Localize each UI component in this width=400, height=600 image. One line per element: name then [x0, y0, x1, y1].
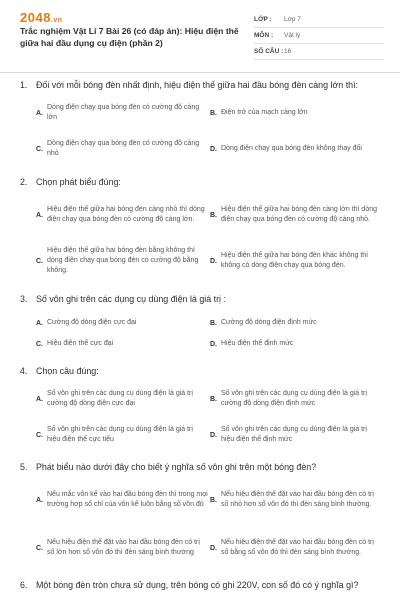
option-a[interactable]: A. Dòng điện chạy qua bóng đèn có cường độ càng lớn [36, 103, 200, 121]
option-d[interactable]: D. Số vôn ghi trên các dụng cụ dùng điện là giá trị hiệu điện thế định mức [210, 425, 367, 443]
option-b[interactable]: B. Cường độ dòng điện định mức [210, 318, 317, 327]
question-text: 5. Phát biểu nào dưới đây cho biết ý nghĩa số vôn ghi trên một bóng đèn? [20, 462, 317, 472]
meta-value: Lớp 7 [284, 16, 301, 23]
question-3 [20, 294, 382, 354]
site-logo[interactable]: 2048.vn [20, 10, 63, 25]
option-d[interactable]: D. Hiệu điện thế định mức [210, 339, 294, 348]
question-4 [20, 366, 382, 456]
option-a[interactable]: A. Số vôn ghi trên các dụng cụ dùng điện là giá trị cường độ dòng điện cực đại [36, 389, 193, 407]
meta-value: 16 [284, 48, 292, 55]
option-b[interactable]: B. Nếu hiệu điện thế đặt vào hai đầu bóng đèn có trị số nhỏ hơn số vôn đó thì đèn sáng bình thường. [210, 490, 374, 508]
option-d[interactable]: D. Dòng điện chạy qua bóng đèn không thay đổi [210, 144, 362, 153]
option-b[interactable]: B. Điện trở của mạch càng lớn [210, 108, 308, 117]
meta-value: Vật lý [284, 32, 301, 39]
meta-row-subject [254, 28, 384, 44]
header [0, 0, 400, 73]
meta-label: SỐ CÂU : [254, 48, 284, 55]
option-d[interactable]: D. Nếu hiệu điện thế đặt vào hai đầu bóng đèn có trị số bằng số vôn đó thì đèn sáng bình thường. [210, 538, 374, 556]
option-d[interactable]: D. Hiệu điện thế giữa hai bóng đèn khác không thì không có dòng điện chạy qua bóng đèn. [210, 251, 369, 269]
question-text: 4. Chọn câu đúng: [20, 366, 99, 376]
page-title: Trắc nghiệm Vật Lí 7 Bài 26 (có đáp án): Hiệu điện thế giữa hai đầu dụng cụ điện (phần 2) [20, 26, 239, 48]
option-b[interactable]: B. Số vôn ghi trên các dụng cụ dùng điện là giá trị cường độ dòng điện định mức [210, 389, 367, 407]
meta-label: MÔN : [254, 32, 274, 39]
option-c[interactable]: C. Số vôn ghi trên các dụng cụ dùng điện là giá trị hiệu điện thế cực tiểu [36, 425, 193, 443]
option-c[interactable]: C. Hiệu điện thế cực đại [36, 339, 114, 348]
question-6 [20, 580, 382, 596]
option-c[interactable]: C. Hiệu điện thế giữa hai bóng đèn bằng không thì dòng điện chạy qua bóng đèn có cường độ bằng không. [36, 246, 199, 275]
question-text: 6. Một bóng đèn tròn chưa sử dụng, trên bóng có ghi 220V, con số đó có ý nghĩa gì? [20, 580, 359, 590]
meta-row-class [254, 12, 384, 28]
meta-label: LỚP : [254, 16, 272, 23]
question-1 [20, 80, 382, 180]
option-a[interactable]: A. Nếu mắc vôn kế vào hai đầu bóng đèn thì trong mọi trường hợp số chỉ của vôn kế luôn bằng số vôn đó [36, 490, 208, 508]
question-2 [20, 177, 382, 287]
meta-table [254, 12, 384, 60]
question-5 [20, 462, 382, 574]
meta-row-count [254, 44, 384, 60]
question-text: 2. Chọn phát biểu đúng: [20, 177, 121, 187]
option-c[interactable]: C. Dòng điện chạy qua bóng đèn có cường độ càng nhỏ [36, 139, 200, 157]
question-text: 1. Đối với mỗi bóng đèn nhất định, hiệu điện thế giữa hai đầu bóng đèn càng lớn thì: [20, 80, 359, 90]
option-b[interactable]: B. Hiệu điện thế giữa hai bóng đèn càng lớn thì dòng điện chạy qua bóng đèn có cường độ càng nhỏ. [210, 205, 378, 223]
option-a[interactable]: A. Cường độ dòng điện cực đại [36, 318, 137, 327]
question-text: 3. Số vôn ghi trên các dụng cụ dùng điện là giá trị : [20, 294, 226, 304]
option-a[interactable]: A. Hiệu điện thế giữa hai bóng đèn càng nhỏ thì dòng điện chạy qua bóng đèn có cường độ càng lớn. [36, 205, 205, 223]
option-c[interactable]: C. Nếu hiệu điện thế đặt vào hai đầu bóng đèn có trị số lớn hơn số vôn đó thì đèn sáng bình thường [36, 538, 200, 556]
